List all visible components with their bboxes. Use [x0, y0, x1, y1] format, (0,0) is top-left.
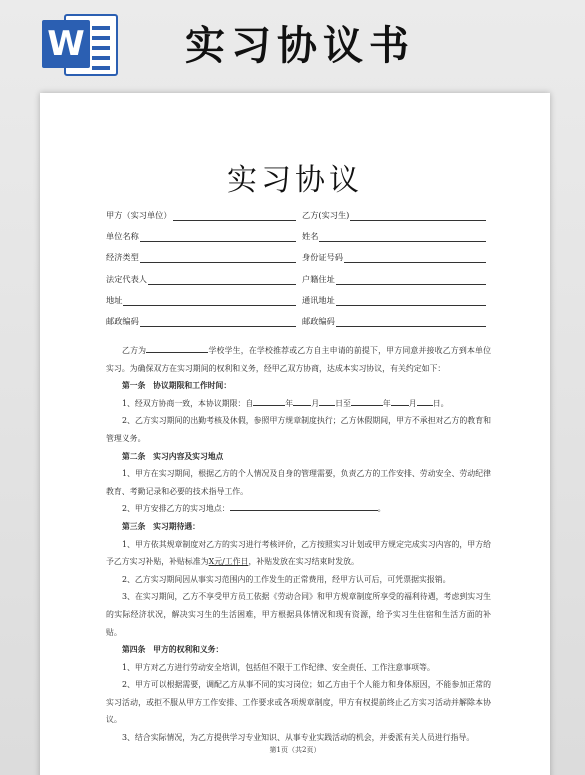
- field-label: 姓名: [302, 231, 319, 242]
- clause-text: 日。: [432, 398, 449, 408]
- form-row: [106, 231, 486, 252]
- intro-text: 学校学生，在学校推荐或乙方自主申请的前提下，甲方同意并接收乙方到本单位实习。为确保双方在实习期间的权利和义务，经甲乙双方协商，达成本实习协议，有关约定如下：: [106, 346, 491, 373]
- article-1-clause-2: 2、乙方实习期间的出勤考核及休假，参照甲方规章制度执行；乙方休假期间，甲方不承担对乙方的教育和管理义务。: [106, 416, 491, 443]
- date-blank[interactable]: [293, 397, 311, 406]
- fill-line[interactable]: [336, 317, 486, 327]
- date-blank[interactable]: [253, 397, 285, 406]
- form-row: [106, 274, 486, 295]
- fill-line[interactable]: [319, 232, 486, 242]
- field-label: 经济类型: [106, 252, 139, 263]
- form-row: [106, 210, 486, 231]
- field-label: 法定代表人: [106, 273, 147, 284]
- clause-text: 2、甲方安排乙方的实习地点：: [122, 504, 230, 514]
- field-label: 地址: [106, 294, 123, 305]
- party-info-form: [106, 210, 486, 337]
- form-row: [106, 295, 486, 316]
- field-label: 乙方(实习生): [302, 210, 350, 220]
- intro-paragraph: [106, 342, 491, 377]
- field-label: 甲方（实习单位）: [106, 210, 172, 220]
- form-row: [106, 252, 486, 273]
- clause-text: 1、甲方依其规章制度对乙方的实习进行考核评价，乙方按照实习计划或甲方规定完成实习内容的，甲方给予乙方实习补贴，补贴标准为: [106, 539, 491, 567]
- date-blank[interactable]: [319, 397, 335, 406]
- fill-line[interactable]: [140, 253, 296, 263]
- article-4-clause-1: 1、甲方对乙方进行劳动安全培训，包括但不限于工作纪律、安全责任、工作注意事项等。: [122, 662, 435, 672]
- clause-text: 。: [377, 504, 386, 514]
- date-blank[interactable]: [391, 397, 409, 406]
- fill-line[interactable]: [140, 317, 296, 327]
- document-title: 实习协议: [227, 163, 363, 198]
- field-label: 邮政编码: [106, 315, 139, 326]
- article-1-heading: 第一条 协议期限和工作时间：: [122, 381, 232, 391]
- article-2-clause-1: 1、甲方在实习期间，根据乙方的个人情况及自身的管理需要，负责乙方的工作安排、劳动安全、劳动纪律教育、考勤记录和必要的技术指导工作。: [106, 469, 491, 496]
- school-blank[interactable]: [146, 344, 208, 353]
- fill-line[interactable]: [123, 296, 296, 306]
- article-1-clause-1: [106, 395, 491, 413]
- clause-text: 月: [408, 398, 417, 408]
- article-3-clause-2: 2、乙方实习期间因从事实习范围内的工作发生的正常费用，经甲方认可后，可凭票据实报销。: [122, 574, 451, 584]
- form-row: [106, 316, 486, 337]
- field-label: 通讯地址: [302, 294, 335, 305]
- clause-text: 月: [311, 398, 320, 408]
- article-4-heading: 第四条 甲方的权利和义务：: [122, 645, 224, 655]
- date-blank[interactable]: [417, 397, 433, 406]
- field-label: 身份证号码: [302, 252, 343, 263]
- fill-line[interactable]: [148, 275, 296, 285]
- word-letter-tile: W: [42, 20, 90, 68]
- intro-text: 乙方为: [122, 346, 147, 355]
- article-3-heading: 第三条 实习期待遇：: [122, 521, 200, 531]
- document-page: [40, 93, 550, 775]
- clause-text: 年: [382, 398, 391, 408]
- word-document-icon: [42, 14, 120, 76]
- fill-line[interactable]: [336, 296, 486, 306]
- article-4-clause-3: 3、结合实际情况，为乙方提供学习专业知识、从事专业实践活动的机会，并委派有关人员进行指导。: [122, 733, 475, 743]
- fill-line[interactable]: [350, 211, 486, 221]
- field-label: 户籍住址: [302, 273, 335, 284]
- date-blank[interactable]: [351, 397, 383, 406]
- fill-line[interactable]: [336, 275, 486, 285]
- article-2-heading: 第二条 实习内容及实习地点: [122, 451, 224, 461]
- article-3-clause-1: [106, 536, 491, 571]
- fill-line[interactable]: [344, 253, 486, 263]
- location-blank[interactable]: [230, 502, 378, 511]
- clause-text: 1、经双方协商一致，本协议期限：自: [122, 398, 254, 408]
- field-label: 单位名称: [106, 231, 139, 242]
- article-2-clause-2: [106, 500, 491, 518]
- agreement-body: [106, 342, 491, 747]
- article-4-clause-2: 2、甲方可以根据需要，调配乙方从事不同的实习岗位；如乙方由于个人能力和身体原因，不能参加正常的实习活动，或拒不服从甲方工作安排、工作要求或各项规章制度，甲方有权提前终止乙方实习活动并解除本协议。: [106, 680, 491, 725]
- header-banner: [0, 0, 585, 82]
- allowance-value[interactable]: X元/工作日: [208, 557, 249, 567]
- banner-title: 实习协议书: [185, 23, 415, 69]
- clause-text: 日至: [335, 398, 351, 408]
- clause-text: 年: [285, 398, 294, 408]
- fill-line[interactable]: [173, 211, 296, 221]
- page-number: 第1页（共2页）: [269, 746, 321, 754]
- clause-text: ，补贴发放在实习结束时发放。: [248, 557, 359, 567]
- field-label: 邮政编码: [302, 315, 335, 326]
- fill-line[interactable]: [140, 232, 296, 242]
- article-3-clause-3: 3、在实习期间，乙方不享受甲方员工依据《劳动合同》和甲方规章制度所享受的福利待遇，考虑到实习生的实际经济状况，解决实习生的生活困难，甲方根据具体情况和现有资源，给予实习生住宿和生活方面的补贴。: [106, 592, 491, 637]
